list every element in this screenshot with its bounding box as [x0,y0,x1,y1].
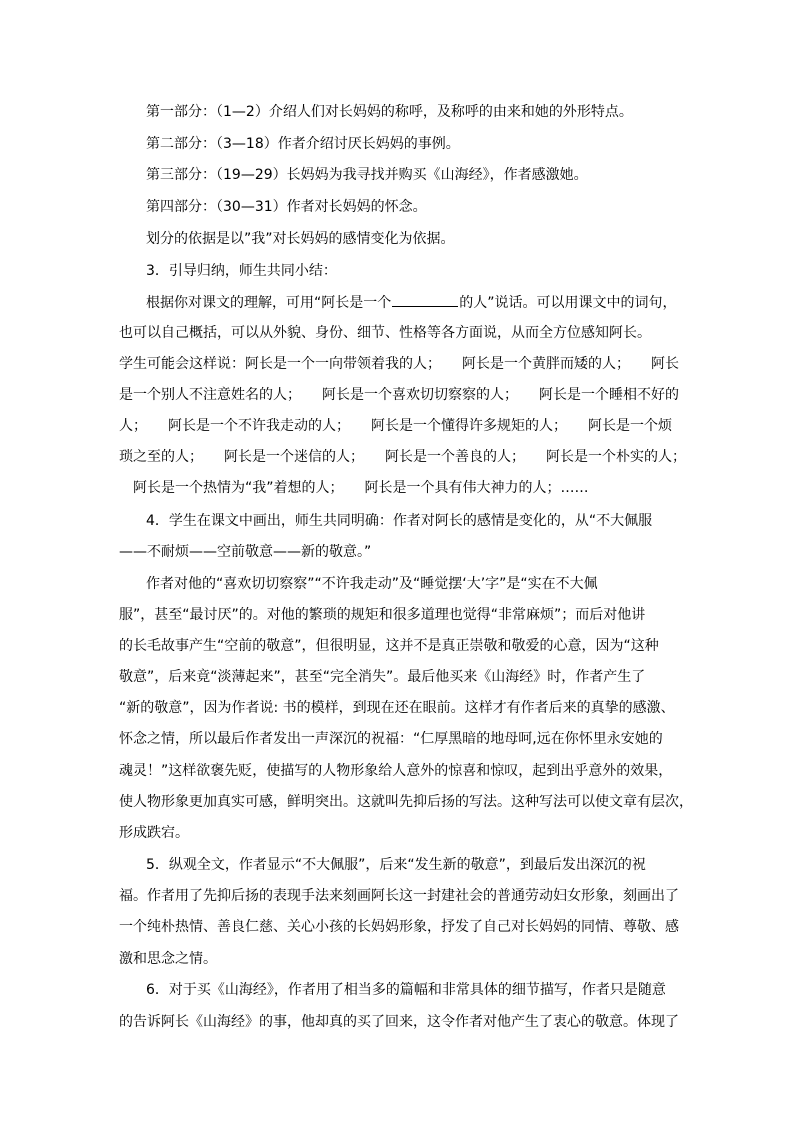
section-3-line-6: 琐之至的人； 阿长是一个迷信的人； 阿长是一个善良的人； 阿长是一个朴实的人； [119,449,686,465]
fill-in-blank [392,293,458,307]
part-three-line: 第三部分：（19—29）长妈妈为我寻找并购买《山海经》，作者感激她。 [146,167,588,183]
section-6-line-2: 的告诉阿长《山海经》的事，他却真的买了回来，这令作者对他产生了衷心的敬意。体现了 [119,1014,679,1030]
part-one-line: 第一部分：（1—2）介绍人们对长妈妈的称呼，及称呼的由来和她的外形特点。 [146,104,633,120]
section-6-line-1: 6．对于买《山海经》，作者用了相当多的篇幅和非常具体的细节描写，作者只是随意 [146,982,666,998]
section-4-line-3: 作者对他的“喜欢切切察察”“不许我走动”及“睡觉摆‘大’字”是“实在不大佩 [146,576,598,592]
part-two-line: 第二部分：（3—18）作者介绍讨厌长妈妈的事例。 [146,136,460,152]
section-5-line-2: 福。作者用了先抑后扬的表现手法来刻画阿长这一封建社会的普通劳动妇女形象，刻画出了 [119,888,679,904]
division-basis-line: 划分的依据是以”我”对长妈妈的感情变化为依据。 [146,231,455,247]
section-4-line-2: ——不耐烦——空前敬意——新的敬意。” [119,544,372,560]
section-3-line-1-end: 的人”说话。可以用课文中的词句， [459,295,677,311]
section-3-line-4: 是一个别人不注意姓名的人； 阿长是一个喜欢切切察察的人； 阿长是一个睡相不好的 [119,387,679,403]
section-4-line-11: 形成跌宕。 [119,825,189,841]
section-4-line-9: 魂灵！”这样欲褒先贬，使描写的人物形象给人意外的惊喜和惊叹，起到出乎意外的效果， [119,763,673,779]
section-4-line-6: 敬意”，后来竟“淡薄起来”，甚至“完全消失”。最后他买来《山海经》时，作者产生了 [119,669,646,685]
section-3-line-7: 阿长是一个热情为“我”着想的人； 阿长是一个具有伟大神力的人；…… [133,480,589,496]
section-4-line-1: 4．学生在课文中画出，师生共同明确：作者对阿长的感情是变化的，从“不大佩服 [146,513,653,529]
section-5-line-4: 激和思念之情。 [119,951,217,967]
section-3-line-1-start: 根据你对课文的理解，可用“阿长是一个 [146,295,392,311]
section-3-line-1 [146,293,677,312]
section-4-line-7: “新的敬意”，因为作者说: 书的模样，到现在还在眼前。这样才有作者后来的真挚的感激、 [119,700,675,716]
section-5-line-3: 一个纯朴热情、善良仁慈、关心小孩的长妈妈形象，抒发了自己对长妈妈的同情、尊敬、感 [119,919,679,935]
section-4-line-4: 服”，甚至“最讨厌”的。对他的繁琐的规矩和很多道理也觉得“非常麻烦”；而后对他讲 [119,607,646,623]
section-3-line-5: 人； 阿长是一个不许我走动的人； 阿长是一个懂得许多规矩的人； 阿长是一个烦 [119,418,672,434]
section-5-line-1: 5．纵观全文，作者显示“不大佩服”，后来“发生新的敬意”，到最后发出深沉的祝 [146,857,646,873]
section-4-line-8: 怀念之情，所以最后作者发出一声深沉的祝福：“仁厚黑暗的地母呵,远在你怀里永安她的 [119,731,663,747]
section-4-line-5: 的长毛故事产生“空前的敬意”，但很明显，这并不是真正崇敬和敬爱的心意，因为“这种 [119,638,659,654]
section-3-line-2: 也可以自己概括，可以从外貌、身份、细节、性格等各方面说，从而全方位感知阿长。 [119,325,651,341]
section-3-heading: 3．引导归纳，师生共同小结： [146,263,337,279]
part-four-line: 第四部分：（30—31）作者对长妈妈的怀念。 [146,199,427,215]
section-3-line-3: 学生可能会这样说：阿长是一个一向带领着我的人； 阿长是一个黄胖而矮的人； 阿长 [119,356,679,372]
section-4-line-10: 使人物形象更加真实可感，鲜明突出。这就叫先抑后扬的写法。这种写法可以使文章有层次， [119,794,693,810]
